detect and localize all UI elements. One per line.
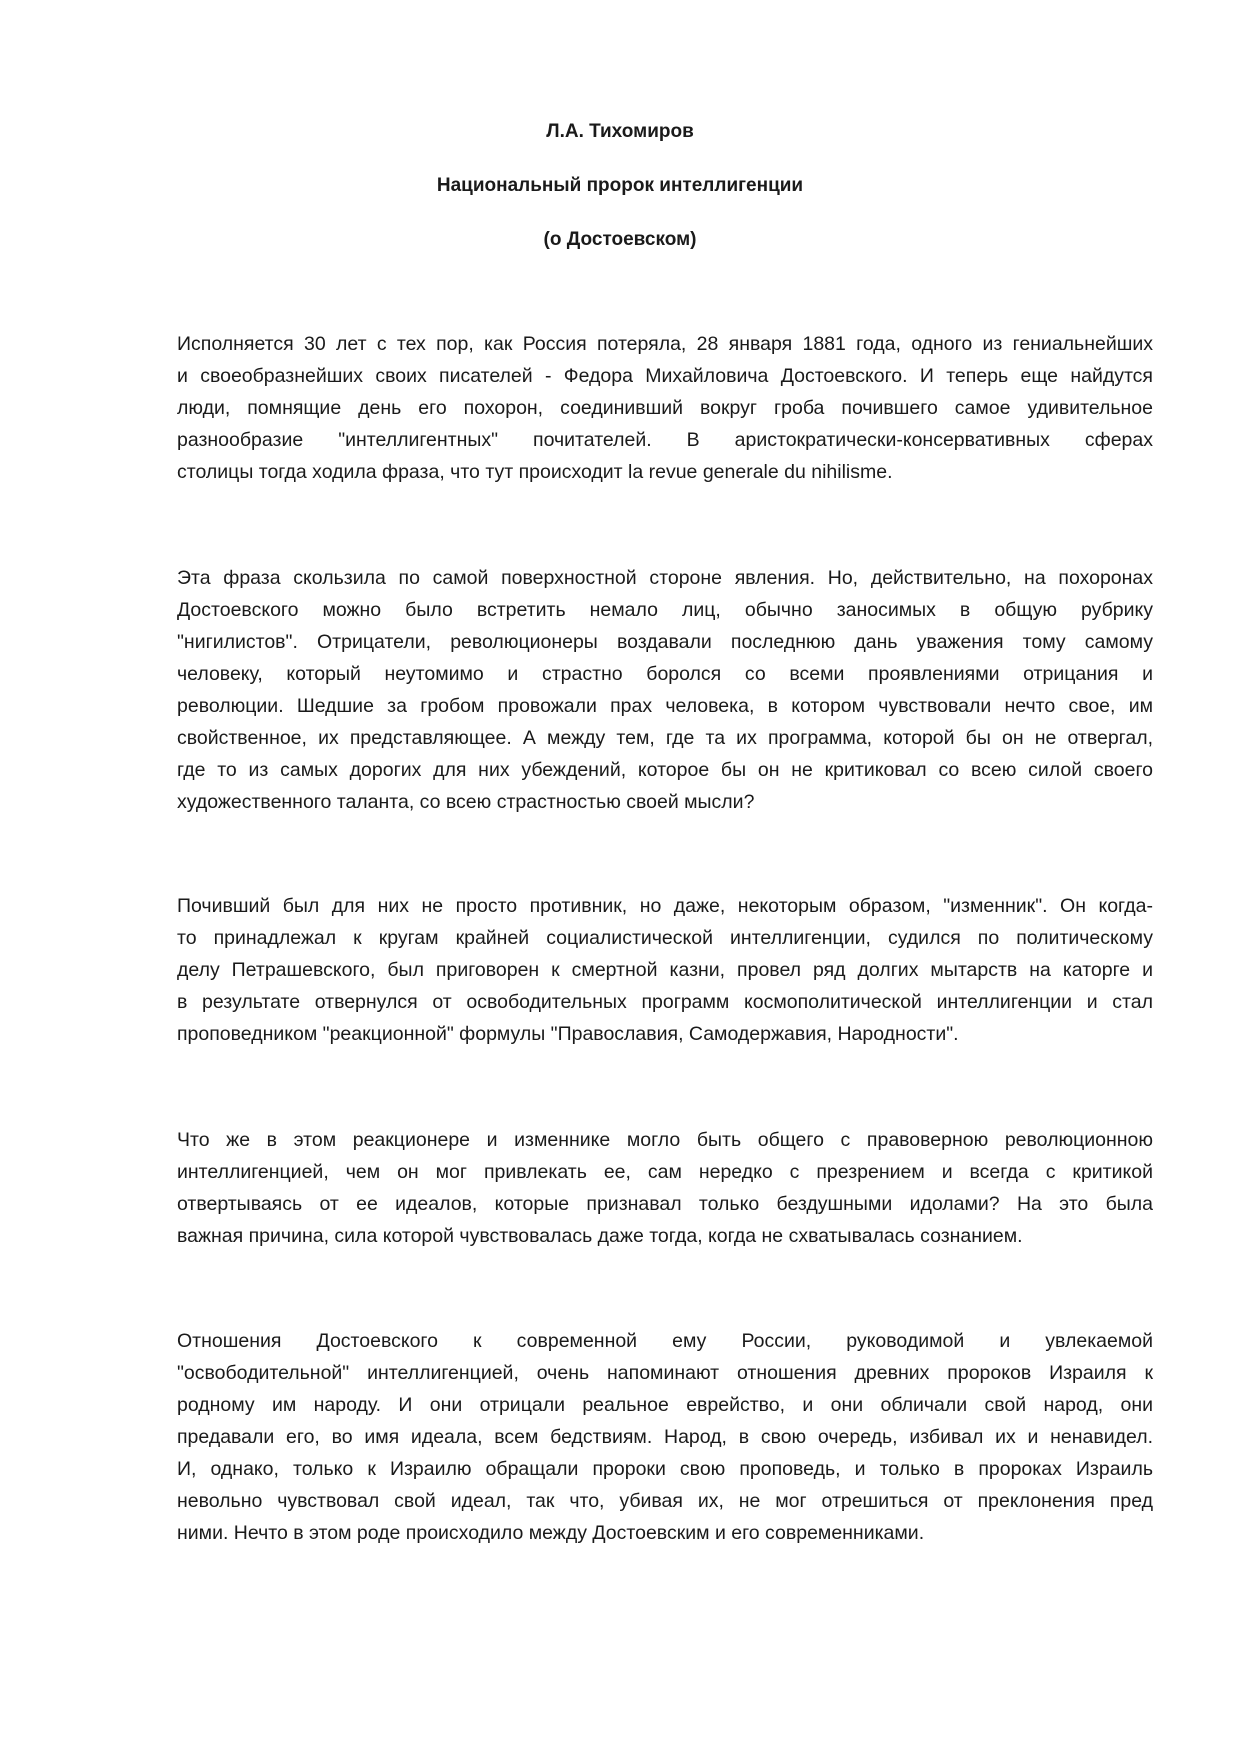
text-line: революции. Шедшие за гробом провожали прах человека, в котором чувствовали нечто свое, им (177, 695, 1153, 717)
text-line: Эта фраза скользила по самой поверхностной стороне явления. Но, действительно, на похоронах (177, 567, 1153, 589)
text-line: Отношения Достоевского к современной ему России, руководимой и увлекаемой (177, 1330, 1153, 1352)
text-line: родному им народу. И они отрицали реальное еврейство, и они обличали свой народ, они (177, 1394, 1153, 1416)
text-line: человеку, который неутомимо и страстно боролся со всеми проявлениями отрицания и (177, 663, 1153, 685)
text-line: художественного таланта, со всею страстностью своей мысли? (177, 791, 755, 813)
text-line: свойственное, их представляющее. А между тем, где та их программа, которой бы он не отвергал, (177, 727, 1153, 749)
paragraph-5 (177, 1325, 1153, 1549)
text-line: ними. Нечто в этом роде происходило между Достоевским и его современниками. (177, 1522, 925, 1544)
text-line: разнообразие "интеллигентных" почитателей. В аристократически-консервативных сферах (177, 429, 1153, 451)
text-line: Почивший был для них не просто противник, но даже, некоторым образом, "изменник". Он когда- (177, 895, 1153, 917)
text-line: "освободительной" интеллигенцией, очень напоминают отношения древних пророков Израиля к (177, 1362, 1153, 1384)
text-line: важная причина, сила которой чувствовалась даже тогда, когда не схватывалась сознанием. (177, 1225, 1023, 1247)
text-line: и своеобразнейших своих писателей - Федора Михайловича Достоевского. И теперь еще найдутся (177, 365, 1153, 387)
text-line: Исполняется 30 лет с тех пор, как Россия потеряла, 28 января 1881 года, одного из гениальнейших (177, 333, 1153, 355)
page-title: Национальный пророк интеллигенции (436, 175, 804, 196)
text-line: интеллигенцией, чем он мог привлекать ее, сам нередко с презрением и всегда с критикой (177, 1161, 1153, 1183)
text-line: невольно чувствовал свой идеал, так что, убивая их, не мог отрешиться от преклонения пред (177, 1490, 1153, 1512)
text-line: отвертываясь от ее идеалов, которые признавал только бездушными идолами? На это была (177, 1193, 1153, 1215)
text-line: люди, помнящие день его похорон, соединивший вокруг гроба почившего самое удивительное (177, 397, 1153, 419)
text-line: столицы тогда ходила фраза, что тут происходит la revue generale du nihilisme. (177, 461, 893, 483)
text-line: то принадлежал к кругам крайней социалистической интеллигенции, судился по политическому (177, 927, 1153, 949)
text-line: проповедником "реакционной" формулы "Православия, Самодержавия, Народности". (177, 1023, 959, 1045)
paragraph-1 (177, 328, 1153, 488)
subtitle: (о Достоевском) (543, 229, 697, 250)
text-line: где то из самых дорогих для них убеждений, которое бы он не критиковал со всею силой своего (177, 759, 1153, 781)
text-line: Достоевского можно было встретить немало лиц, обычно заносимых в общую рубрику (177, 599, 1153, 621)
text-line: Что же в этом реакционере и изменнике могло быть общего с правоверною революционною (177, 1129, 1153, 1151)
text-line: "нигилистов". Отрицатели, революционеры воздавали последнюю дань уважения тому самому (177, 631, 1153, 653)
text-line: предавали его, во имя идеала, всем бедствиям. Народ, в свою очередь, избивал их и ненавидел. (177, 1426, 1153, 1448)
paragraph-2 (177, 562, 1153, 818)
author-heading: Л.А. Тихомиров (546, 121, 694, 142)
text-line: делу Петрашевского, был приговорен к смертной казни, провел ряд долгих мытарств на каторге и (177, 959, 1153, 981)
text-line: в результате отвернулся от освободительных программ космополитической интеллигенции и стал (177, 991, 1153, 1013)
paragraph-4 (177, 1124, 1153, 1252)
text-line: И, однако, только к Израилю обращали пророки свою проповедь, и только в пророках Израиль (177, 1458, 1153, 1480)
paragraph-3 (177, 890, 1153, 1050)
